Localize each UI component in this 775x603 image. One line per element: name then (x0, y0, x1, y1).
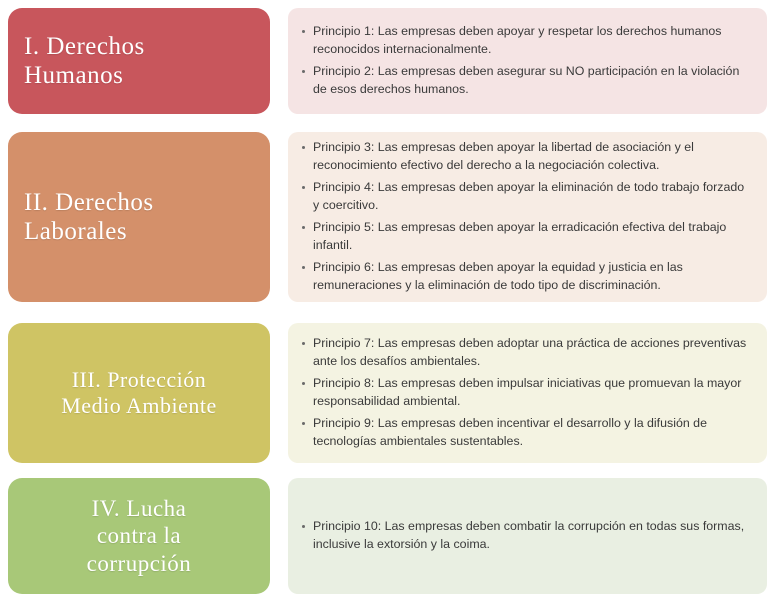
principles-panel-derechos-laborales (288, 132, 767, 302)
list-item: Principio 7: Las empresas deben adoptar una práctica de acciones preventivas ante los desafíos ambientales. (302, 335, 749, 371)
category-label-line: IV. Lucha (91, 496, 187, 522)
principles-list (302, 335, 749, 451)
category-card-lucha-contra-la-corrupcion[interactable] (8, 478, 270, 594)
principles-panel-proteccion-medio-ambiente (288, 323, 767, 463)
category-label-line: II. Derechos (24, 188, 154, 216)
category-card-proteccion-medio-ambiente[interactable] (8, 323, 270, 463)
principles-list (302, 139, 749, 295)
list-item: Principio 6: Las empresas deben apoyar la equidad y justicia en las remuneraciones y la eliminación de todo tipo de discriminación. (302, 259, 749, 295)
diagram-row-derechos-humanos (0, 8, 775, 114)
category-label-line: Laborales (24, 218, 128, 245)
category-label-line: Humanos (24, 62, 124, 89)
category-label-line: corrupción (86, 550, 192, 576)
principles-panel-lucha-contra-la-corrupcion (288, 478, 767, 594)
list-item: Principio 5: Las empresas deben apoyar la erradicación efectiva del trabajo infantil. (302, 219, 749, 255)
list-item: Principio 1: Las empresas deben apoyar y respetar los derechos humanos reconocidos internacionalmente. (302, 23, 749, 59)
list-item: Principio 10: Las empresas deben combatir la corrupción en todas sus formas, inclusive la extorsión y la coima. (302, 518, 749, 554)
category-card-derechos-laborales[interactable] (8, 132, 270, 302)
category-label-line: I. Derechos (24, 32, 145, 60)
category-label-line: III. Protección (71, 367, 207, 393)
principles-list (302, 23, 749, 99)
list-item: Principio 8: Las empresas deben impulsar iniciativas que promuevan la mayor responsabilidad ambiental. (302, 375, 749, 411)
principles-panel-derechos-humanos (288, 8, 767, 114)
category-label-line: Medio Ambiente (61, 393, 217, 418)
list-item: Principio 3: Las empresas deben apoyar la libertad de asociación y el reconocimiento efectivo del derecho a la negociación colectiva. (302, 139, 749, 175)
category-card-derechos-humanos[interactable] (8, 8, 270, 114)
list-item: Principio 4: Las empresas deben apoyar la eliminación de todo trabajo forzado y coercitivo. (302, 179, 749, 215)
category-label-line: contra la (96, 523, 182, 549)
diagram-row-derechos-laborales (0, 132, 775, 302)
principles-list (302, 518, 749, 554)
list-item: Principio 9: Las empresas deben incentivar el desarrollo y la difusión de tecnologías ambientales sustentables. (302, 415, 749, 451)
diagram-row-proteccion-medio-ambiente (0, 323, 775, 463)
diagram-row-lucha-contra-la-corrupcion (0, 478, 775, 594)
list-item: Principio 2: Las empresas deben asegurar su NO participación en la violación de esos derechos humanos. (302, 63, 749, 99)
